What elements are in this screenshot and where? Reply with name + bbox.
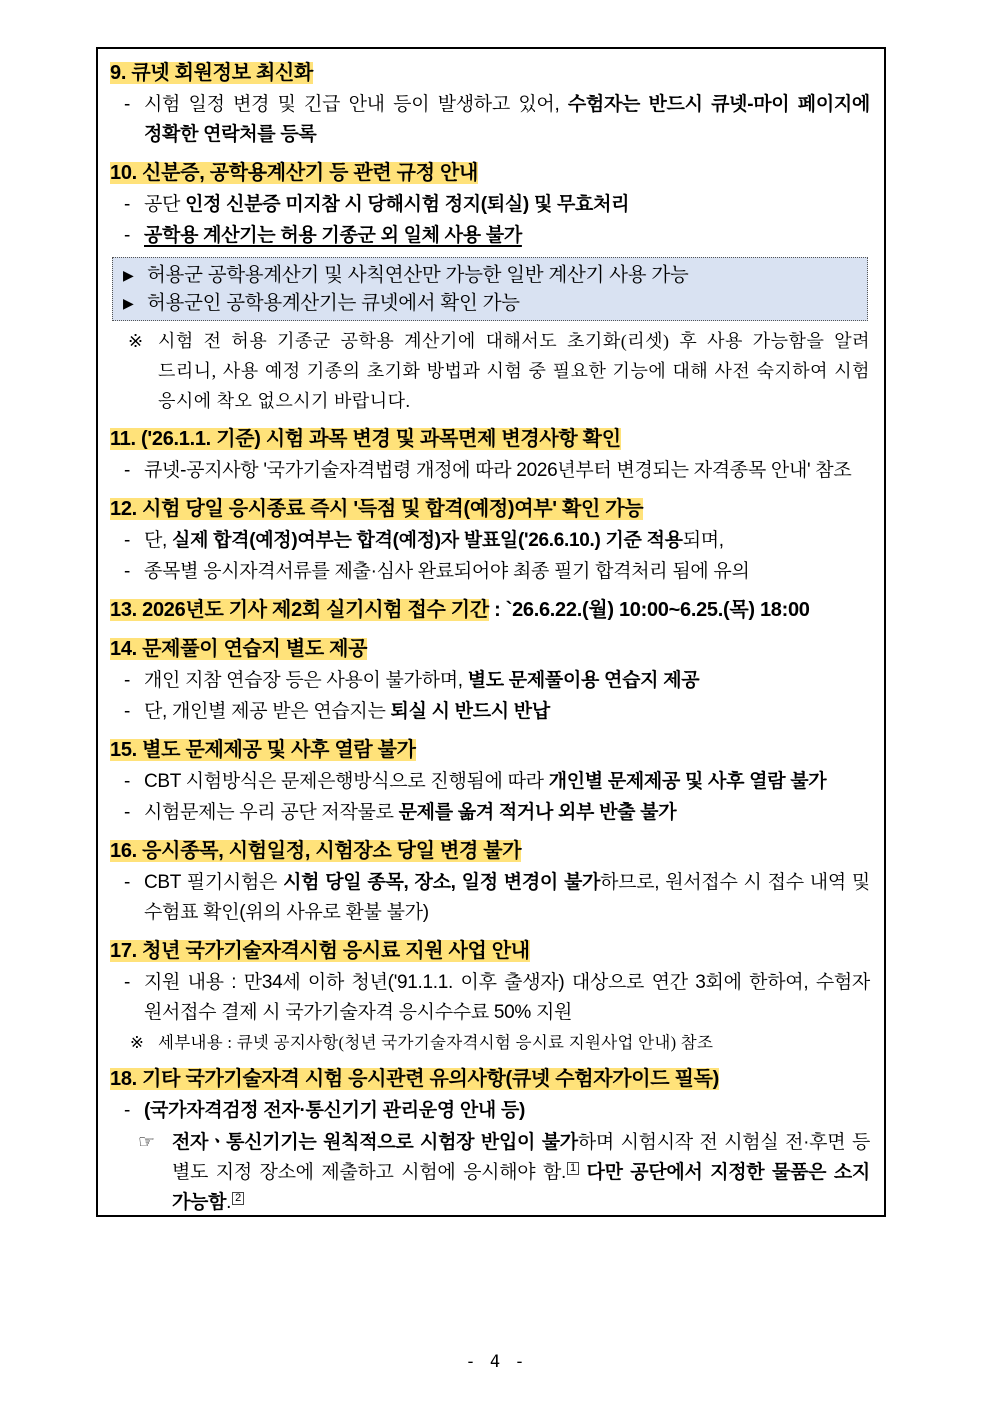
dash-bullet-icon: - bbox=[124, 225, 131, 246]
dash-bullet-icon: - bbox=[124, 194, 131, 215]
text-run: 인정 신분증 미지참 시 당해시험 정지(퇴실) 및 무효처리 bbox=[185, 194, 630, 215]
bullet-item bbox=[110, 456, 870, 486]
section-heading bbox=[110, 158, 870, 189]
content-border-box bbox=[96, 47, 886, 1217]
text-run: 17. 청년 국가기술자격시험 응시료 지원 사업 안내 bbox=[110, 940, 530, 962]
dash-bullet-icon: - bbox=[124, 771, 131, 792]
section-heading bbox=[110, 58, 870, 89]
paragraph-text bbox=[172, 1128, 870, 1217]
page-number: - 4 - bbox=[465, 1352, 527, 1372]
text-run: 13. 2026년도 기사 제2회 실기시험 접수 기간 bbox=[110, 599, 489, 621]
section-heading bbox=[110, 424, 870, 455]
bullet-item bbox=[110, 666, 870, 696]
text-run: 개인 지참 연습장 등은 사용이 불가하며, bbox=[144, 670, 468, 691]
text-run: 하며 시험시작 전 시험실 전·후면 등 별도 지정 장소에 제출하고 시험에 응시해야 함. bbox=[172, 1132, 870, 1183]
text-run: CBT 필기시험은 bbox=[144, 872, 284, 893]
text-run: 시험 일정 변경 및 긴급 안내 등이 발생하고 있어, bbox=[144, 94, 568, 115]
section bbox=[110, 735, 870, 828]
section bbox=[110, 634, 870, 727]
section-heading bbox=[110, 1064, 870, 1095]
text-run: 11. ('26.1.1. 기준) 시험 과목 변경 및 과목면제 변경사항 확인 bbox=[110, 428, 621, 450]
paragraph-text bbox=[144, 798, 870, 828]
dash-bullet-icon: - bbox=[124, 561, 131, 582]
text-run: 단, 개인별 제공 받은 연습지는 bbox=[144, 701, 391, 722]
footnote-marker: 1 bbox=[567, 1162, 579, 1175]
paragraph-text bbox=[144, 526, 870, 556]
bullet-item bbox=[110, 1096, 870, 1126]
reference-mark-icon: ※ bbox=[130, 1033, 145, 1052]
section bbox=[110, 595, 870, 626]
text-run: 12. 시험 당일 응시종료 즉시 '득점 및 합격(예정)여부' 확인 가능 bbox=[110, 498, 644, 520]
text-run: 10. 신분증, 공학용계산기 등 관련 규정 안내 bbox=[110, 162, 479, 184]
paragraph-text bbox=[144, 968, 870, 1028]
bullet-item bbox=[110, 868, 870, 928]
section-heading bbox=[110, 836, 870, 867]
paragraph-text bbox=[144, 557, 870, 587]
text-run: 시험문제는 우리 공단 저작물로 bbox=[144, 802, 399, 823]
dash-bullet-icon: - bbox=[124, 701, 131, 722]
text-run: . bbox=[226, 1192, 232, 1213]
text-run: 하므로, 원서접수 시 접수 내역 및 수험표 확인(위의 사유로 환불 불가) bbox=[144, 872, 870, 923]
text-run: 15. 별도 문제제공 및 사후 열람 불가 bbox=[110, 739, 416, 761]
section bbox=[110, 158, 870, 416]
paragraph-text bbox=[144, 190, 870, 220]
text-run: 문제를 옮겨 적거나 외부 반출 불가 bbox=[398, 802, 677, 823]
info-box-text: 허용군 공학용계산기 및 사칙연산만 가능한 일반 계산기 사용 가능 bbox=[147, 264, 689, 286]
section bbox=[110, 58, 870, 150]
section bbox=[110, 424, 870, 486]
text-run: 큐넷-공지사항 '국가기술자격법령 개정에 따라 2026년부터 변경되는 자격종목 안내' 참조 bbox=[144, 460, 852, 481]
info-box-text: 허용군인 공학용계산기는 큐넷에서 확인 가능 bbox=[147, 292, 520, 314]
text-run: CBT 시험방식은 문제은행방식으로 진행됨에 따라 bbox=[144, 771, 549, 792]
text-run: 9. 큐넷 회원정보 최신화 bbox=[110, 62, 314, 84]
bullet-item bbox=[110, 526, 870, 556]
dash-bullet-icon: - bbox=[124, 972, 131, 993]
text-run: 종목별 응시자격서류를 제출·심사 완료되어야 최종 필기 합격처리 됨에 유의 bbox=[144, 561, 750, 582]
section-heading bbox=[110, 595, 870, 626]
dash-bullet-icon: - bbox=[124, 1100, 131, 1121]
text-run: 퇴실 시 반드시 반납 bbox=[390, 701, 550, 722]
dash-bullet-icon: - bbox=[124, 530, 131, 551]
section-heading bbox=[110, 634, 870, 665]
text-run: 실제 합격(예정)여부는 합격(예정)자 발표일('26.6.10.) 기준 적용 bbox=[172, 530, 683, 551]
paragraph-text bbox=[158, 1030, 870, 1056]
hand-paragraph bbox=[110, 1128, 870, 1217]
arrow-bullet-icon: ▶ bbox=[123, 267, 134, 283]
bullet-item bbox=[110, 190, 870, 220]
note-paragraph bbox=[110, 326, 870, 416]
bullet-item bbox=[110, 798, 870, 828]
document-body bbox=[110, 58, 870, 1217]
section-heading bbox=[110, 494, 870, 525]
section-heading bbox=[110, 936, 870, 967]
text-run: 지원 내용 : 만34세 이하 청년('91.1.1. 이후 출생자) 대상으로 연간 3회에 한하여, 수험자 원서접수 결제 시 국가기술자격 응시수수료 50% 지원 bbox=[144, 972, 870, 1023]
text-run: 별도 문제풀이용 연습지 제공 bbox=[467, 670, 700, 691]
section-heading bbox=[110, 735, 870, 766]
bullet-item bbox=[110, 697, 870, 727]
footnote-marker: 2 bbox=[232, 1192, 244, 1205]
reference-mark-icon: ※ bbox=[128, 331, 144, 351]
paragraph-text bbox=[144, 666, 870, 696]
bullet-item bbox=[110, 221, 870, 251]
text-run: 되며, bbox=[682, 530, 724, 551]
bullet-item bbox=[110, 557, 870, 587]
bullet-item bbox=[110, 90, 870, 150]
section bbox=[110, 494, 870, 587]
dash-bullet-icon: - bbox=[124, 670, 131, 691]
text-run bbox=[579, 1162, 587, 1183]
text-run: 전자ㆍ통신기기는 원칙적으로 시험장 반입이 불가 bbox=[172, 1132, 578, 1153]
info-box-item bbox=[123, 289, 857, 317]
section bbox=[110, 936, 870, 1056]
text-run: 단, bbox=[144, 530, 173, 551]
info-box-item bbox=[123, 261, 857, 289]
subnote-paragraph bbox=[110, 1030, 870, 1056]
paragraph-text bbox=[158, 326, 870, 416]
paragraph-text bbox=[144, 221, 870, 251]
text-run: 공학용 계산기는 허용 기종군 외 일체 사용 불가 bbox=[144, 225, 522, 246]
paragraph-text bbox=[144, 456, 870, 486]
dash-bullet-icon: - bbox=[124, 802, 131, 823]
paragraph-text bbox=[144, 767, 870, 797]
section bbox=[110, 836, 870, 928]
text-run: (국가자격검정 전자·통신기기 관리운영 안내 등) bbox=[144, 1100, 526, 1121]
text-run: 세부내용 : 큐넷 공지사항(청년 국가기술자격시험 응시료 지원사업 안내) 참조 bbox=[158, 1033, 714, 1052]
text-run: 수험자는 반드시 큐넷-마이 페이지에 정확한 연락처를 등록 bbox=[144, 94, 870, 145]
text-run: 14. 문제풀이 연습지 별도 제공 bbox=[110, 638, 368, 660]
paragraph-text bbox=[144, 697, 870, 727]
text-run: 18. 기타 국가기술자격 시험 응시관련 유의사항(큐넷 수험자가이드 필독) bbox=[110, 1068, 719, 1090]
paragraph-text bbox=[144, 90, 870, 150]
text-run: 시험 전 허용 기종군 공학용 계산기에 대해서도 초기화(리셋) 후 사용 가능함을 알려 드리니, 사용 예정 기종의 초기화 방법과 시험 중 필요한 기능에 대해 사전 숙지하여 시험 응시에 착오 없으시기 바랍니다. bbox=[158, 331, 870, 411]
bullet-item bbox=[110, 968, 870, 1028]
bullet-item bbox=[110, 767, 870, 797]
paragraph-text bbox=[144, 868, 870, 928]
text-run: 다만 공단에서 지정한 물품은 소지 가능함 bbox=[172, 1162, 870, 1213]
text-run: : `26.6.22.(월) 10:00~6.25.(목) 18:00 bbox=[488, 599, 810, 621]
pointing-hand-icon: ☞ bbox=[138, 1132, 155, 1153]
text-run: 시험 당일 종목, 장소, 일정 변경이 불가 bbox=[283, 872, 601, 893]
dash-bullet-icon: - bbox=[124, 872, 131, 893]
section bbox=[110, 1064, 870, 1217]
arrow-bullet-icon: ▶ bbox=[123, 295, 134, 311]
text-run: 개인별 문제제공 및 사후 열람 불가 bbox=[548, 771, 827, 792]
dash-bullet-icon: - bbox=[124, 460, 131, 481]
dash-bullet-icon: - bbox=[124, 94, 131, 115]
text-run: 16. 응시종목, 시험일정, 시험장소 당일 변경 불가 bbox=[110, 840, 522, 862]
paragraph-text bbox=[144, 1096, 870, 1126]
info-box bbox=[112, 257, 868, 321]
text-run: 공단 bbox=[144, 194, 186, 215]
